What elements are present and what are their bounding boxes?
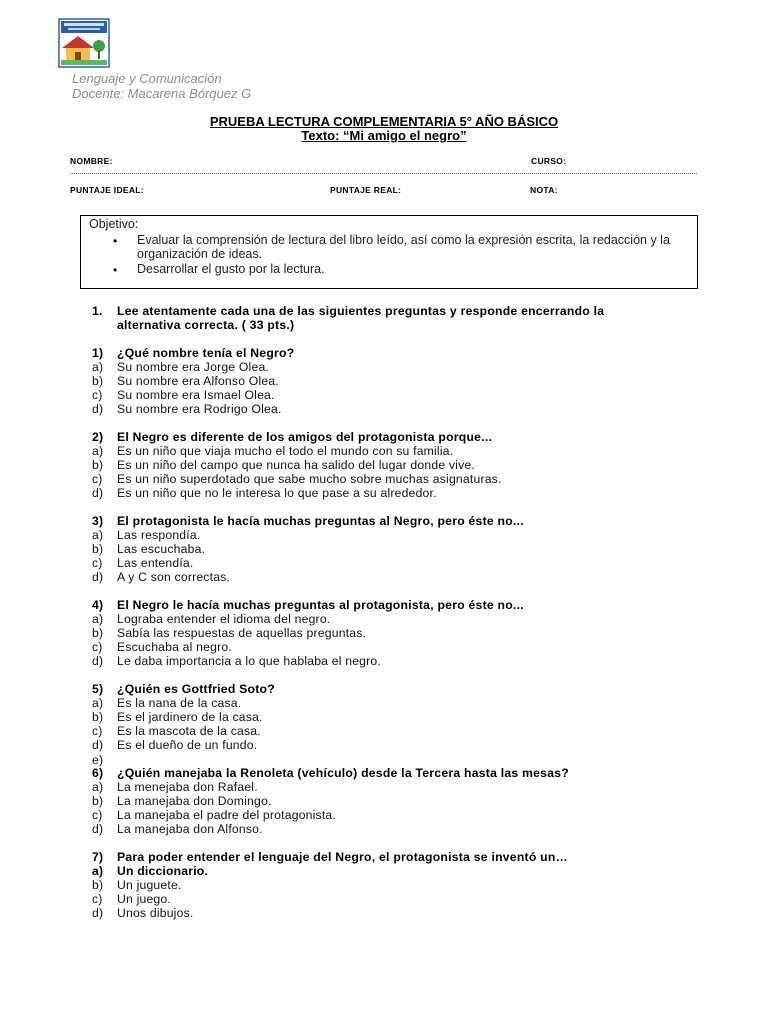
question-number: 7) (92, 850, 104, 864)
option-text: Un juguete. (117, 878, 182, 893)
question-number: 6) (92, 766, 104, 780)
option-text: Su nombre era Ismael Olea. (117, 388, 275, 403)
option-text: Es la nana de la casa. (117, 696, 242, 711)
option-letter: e) (92, 752, 104, 767)
option-text: Es la mascota de la casa. (117, 724, 261, 739)
option-letter: c) (92, 808, 103, 823)
option-letter: a) (92, 528, 104, 543)
course-field-label: CURSO: (531, 156, 567, 166)
course-header (72, 71, 251, 101)
option-text: La manejaba don Domingo. (117, 794, 272, 809)
dotted-separator (70, 173, 697, 174)
question-text: ¿Qué nombre tenía el Negro? (117, 346, 295, 360)
real-score-label: PUNTAJE REAL: (330, 185, 402, 195)
question-number: 2) (92, 430, 104, 444)
school-logo (58, 18, 110, 68)
option-letter: c) (92, 556, 103, 571)
question-text: El protagonista le hacía muchas preguntas al Negro, pero éste no... (117, 514, 524, 528)
option-text: Sabía las respuestas de aquellas preguntas. (117, 626, 367, 641)
question-number: 3) (92, 514, 104, 528)
option-text: Es un niño superdotado que sabe mucho sobre muchas asignaturas. (117, 472, 502, 487)
option-text: Le daba importancia a lo que hablaba el negro. (117, 654, 381, 669)
text-title: Texto: “Mi amigo el negro” (301, 128, 467, 143)
option-letter: a) (92, 780, 104, 795)
option-letter: d) (92, 738, 104, 753)
question-number: 5) (92, 682, 104, 696)
option-letter: b) (92, 542, 104, 557)
question-text: ¿Quién es Gottfried Soto? (117, 682, 275, 696)
option-letter: b) (92, 878, 104, 893)
option-letter: c) (92, 724, 103, 739)
option-text: Es un niño que viaja mucho el todo el mundo con su familia. (117, 444, 454, 459)
option-letter: c) (92, 472, 103, 487)
teacher-label: Docente: Macarena Bórquez G (72, 86, 252, 101)
bullet-icon: • (113, 263, 118, 277)
option-text: Es el jardinero de la casa. (117, 710, 263, 725)
option-text: La menejaba don Rafael. (117, 780, 258, 795)
question-text: El Negro es diferente de los amigos del protagonista porque... (117, 430, 493, 444)
option-letter: c) (92, 892, 103, 907)
option-text: Es un niño que no le interesa lo que pase a su alrededor. (117, 486, 437, 501)
option-text: Su nombre era Alfonso Olea. (117, 374, 279, 389)
option-letter: d) (92, 822, 104, 837)
question-text: ¿Quién manejaba la Renoleta (vehículo) desde la Tercera hasta las mesas? (117, 766, 569, 780)
option-text: Escuchaba al negro. (117, 640, 232, 655)
instruction-line: alternativa correcta. ( 33 pts.) (117, 318, 295, 332)
option-letter: c) (92, 640, 103, 655)
objective-box (80, 215, 698, 289)
question-text: El Negro le hacía muchas preguntas al protagonista, pero éste no... (117, 598, 524, 612)
bullet-icon: • (113, 234, 118, 248)
grade-label: NOTA: (530, 185, 558, 195)
option-letter: d) (92, 654, 104, 669)
option-letter: d) (92, 906, 104, 921)
option-text: La manejaba el padre del protagonista. (117, 808, 337, 823)
objective-item: Evaluar la comprensión de lectura del libro leído, así como la expresión escrita, la redacción y la organización de ideas. (137, 233, 670, 261)
option-text: Es el dueño de un fundo. (117, 738, 258, 753)
instruction-line: Lee atentamente cada una de las siguientes preguntas y responde encerrando la (117, 304, 605, 318)
option-letter: b) (92, 710, 104, 725)
option-text: Las entendía. (117, 556, 194, 571)
option-letter: c) (92, 388, 103, 403)
option-text: Su nombre era Rodrigo Olea. (117, 402, 282, 417)
name-field-label: NOMBRE: (70, 156, 113, 166)
question-number: 4) (92, 598, 104, 612)
option-letter: b) (92, 374, 104, 389)
question-text: Para poder entender el lenguaje del Negro, el protagonista se inventó un… (117, 850, 568, 864)
test-title: PRUEBA LECTURA COMPLEMENTARIA 5° AÑO BÁSICO (209, 114, 559, 129)
option-letter: d) (92, 402, 104, 417)
option-text: Lograba entender el idioma del negro. (117, 612, 331, 627)
option-letter: a) (92, 360, 104, 375)
option-text: Las escuchaba. (117, 542, 206, 557)
option-text: Un juego. (117, 892, 171, 907)
option-text: A y C son correctas. (117, 570, 231, 585)
ideal-score-label: PUNTAJE IDEAL: (70, 185, 144, 195)
option-letter: b) (92, 626, 104, 641)
option-text: La manejaba don Alfonso. (117, 822, 263, 837)
objective-label: Objetivo: (89, 217, 139, 231)
option-text: Las respondía. (117, 528, 201, 543)
option-letter: a) (92, 864, 104, 879)
option-letter: a) (92, 696, 104, 711)
option-letter: b) (92, 458, 104, 473)
option-letter: a) (92, 612, 104, 627)
option-letter: d) (92, 486, 104, 501)
question-number: 1) (92, 346, 104, 360)
option-letter: b) (92, 794, 104, 809)
option-text: Un diccionario. (117, 864, 209, 879)
option-letter: a) (92, 444, 104, 459)
option-text: Unos dibujos. (117, 906, 194, 921)
option-letter: d) (92, 570, 104, 585)
subject-label: Lenguaje y Comunicación (72, 71, 222, 86)
objective-item: Desarrollar el gusto por la lectura. (137, 262, 325, 276)
option-text: Su nombre era Jorge Olea. (117, 360, 270, 375)
option-text: Es un niño del campo que nunca ha salido del lugar donde vive. (117, 458, 475, 473)
instruction-number: 1. (92, 304, 103, 318)
